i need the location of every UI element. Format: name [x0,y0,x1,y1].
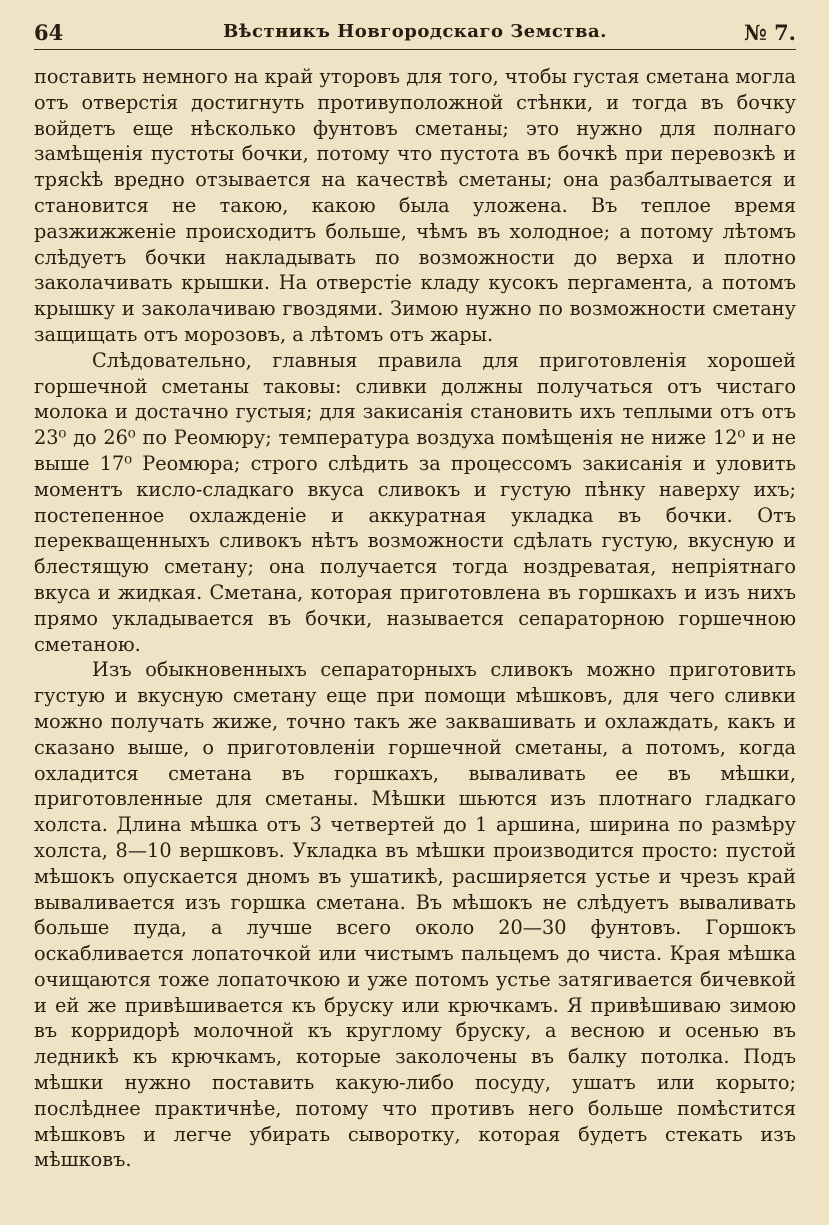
paragraph-main-rules: Слѣдовательно, главныя правила для приготовленія хорошей горшечной сметаны таковы: сливки должны получаться отъ чистаго молока и достачно густыя; для закисанія становить ихъ теплыми отъ отъ 23⁰ до 26⁰ по Реомюру; температура воздуха помѣщенія не ниже 12⁰ и не выше 17⁰ Реомюра; строго слѣдить за процессомъ закисанія и уловить моментъ кисло-сладкаго вкуса сливокъ и густую пѣнку наверху ихъ; постепенное охлажденіе и аккуратная укладка въ бочки. Отъ перекващенныхъ сливокъ нѣтъ возможности сдѣлать густую, вкусную и блестящую сметану; она получается тогда ноздреватая, непріятнаго вкуса и жидкая. Сметана, которая приготовлена въ горшкахъ и изъ нихъ прямо укладывается въ бочки, называется сепараторною горшечною сметаною. [34,348,796,656]
issue-number: № 7. [743,20,796,45]
header-rule [34,49,796,50]
paragraph-continuation: поставить немного на край уторовъ для того, чтобы густая сметана могла отъ отверстія достигнуть противуположной стѣнки, и тогда въ бочку войдетъ еще нѣсколько фунтовъ сметаны; это нужно для полнаго замѣщенія пустоты бочки, потому что пустота въ бочкѣ при перевозкѣ и трясkѣ вредно отзывается на качествѣ сметаны; она разбалтывается и становится не такою, какою была уложена. Въ теплое время разжижженіе происходитъ больше, чѣмъ въ холодное; а потому лѣтомъ слѣдуетъ бочки накладывать по возможности до верха и плотно заколачивать крышки. На отверстіе кладу кусокъ пергамента, а потомъ крышку и заколачиваю гвоздями. Зимою нужно по возможности сметану защищать отъ морозовъ, а лѣтомъ отъ жары. [34,65,796,346]
paragraph-bags-method: Изъ обыкновенныхъ сепараторныхъ сливокъ можно приготовить густую и вкусную сметану еще при помощи мѣшковъ, для чего сливки можно получать жиже, точно такъ же заквашивать и охлаждать, какъ и сказано выше, о приготовленіи горшечной сметаны, а потомъ, когда охладится сметана въ горшкахъ, вываливать ее въ мѣшки, приготовленные для сметаны. Мѣшки шьются изъ плотнаго гладкаго холста. Длина мѣшка отъ 3 четвертей до 1 аршина, ширина по размѣру холста, 8—10 вершковъ. Укладка въ мѣшки производится просто: пустой мѣшокъ опускается дномъ въ ушатикѣ, расширяется устье и чрезъ край вываливается изъ горшка сметана. Въ мѣшокъ не слѣдуетъ вываливать больше пуда, а лучше всего около 20—30 фунтовъ. Горшокъ оскабливается лопаточкой или чистымъ пальцемъ до чиста. Края мѣшка очищаются тоже лопаточкою и уже потомъ устье затягивается бичевкой и ей же привѣшивается къ бруску или крючкамъ. Я привѣшиваю зимою въ корридорѣ молочной къ круглому бруску, а весною и осенью въ ледникѣ къ крючкамъ, которые заколочены въ балку потолка. Подъ мѣшки нужно поставить какую-либо посуду, ушатъ или корыто; послѣднее практичнѣе, потому что противъ него больше помѣстится мѣшковъ и легче убирать сыворотку, которая будетъ стекать изъ мѣшковъ. [34,658,796,1172]
page-number: 64 [34,20,64,45]
journal-title: Вѣстникъ Новгородскаго Земства. [223,21,607,42]
article-body [34,64,796,1173]
running-header [34,18,796,46]
